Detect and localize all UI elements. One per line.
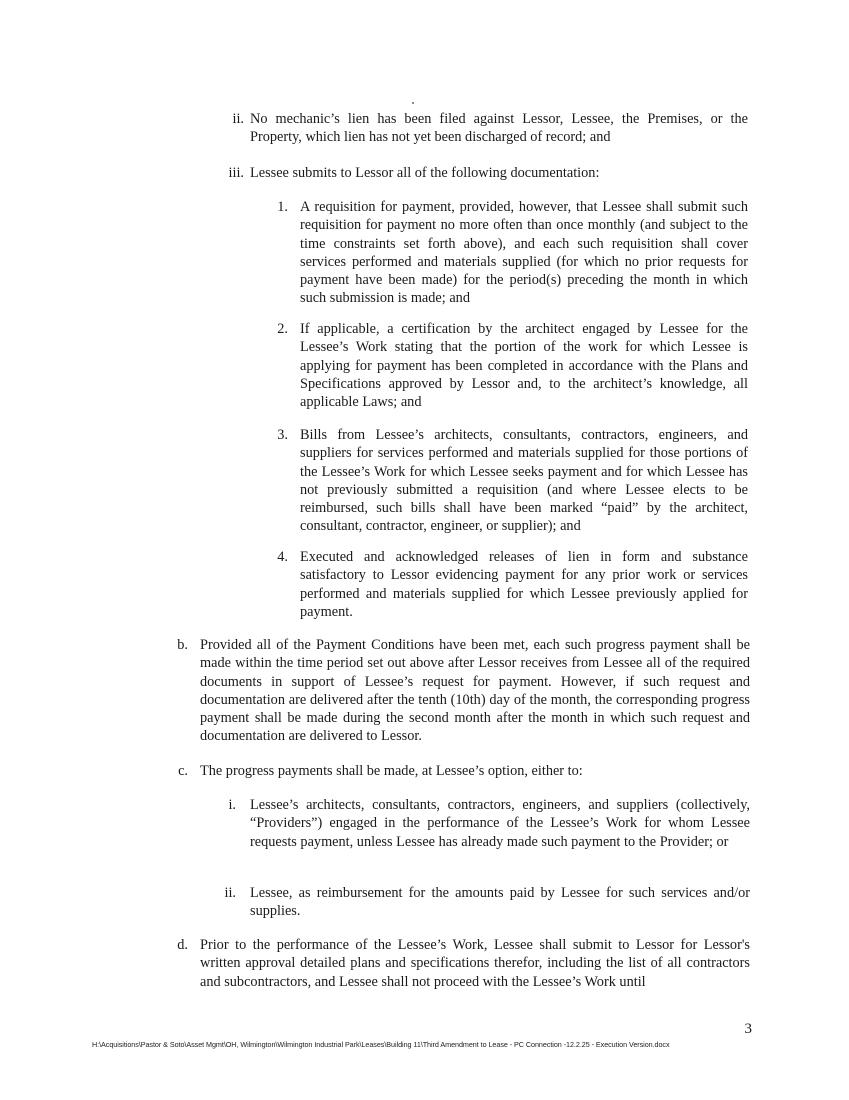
list-marker: iii. [228,165,244,181]
clause-text: Bills from Lessee’s architects, consultants, contractors, engineers, and suppliers for services performed and materials supplied for those portions of the Lessee’s Work for which Lessee seeks payment and for which Lessee has not previously submitted a requisition (and where Lessee elects to be reimbursed, such bills shall have been marked “paid” by the architect, consultant, contractor, engineer, or supplier); and [300,427,748,535]
list-marker: 1. [277,199,288,215]
list-marker: 3. [277,427,288,443]
clause-a-iii-2 [268,320,748,411]
list-marker: c. [178,763,188,779]
list-marker: 4. [277,549,288,565]
page-number: 3 [744,1021,752,1037]
list-marker: ii. [224,885,236,901]
clause-b [160,636,750,746]
clause-a-iii [216,164,748,182]
clause-text: If applicable, a certification by the architect engaged by Lessee for the Lessee’s Work stating that the portion of the work for which Lessee is applying for payment has been completed in accordance with the Plans and Specifications approved by Lessor and, to the architect’s knowledge, all applicable Laws; and [300,321,748,411]
clause-text: A requisition for payment, provided, however, that Lessee shall submit such requisition for payment no more often than once monthly (and subject to the time constraints set forth above), and each such requisition shall cover services performed and materials supplied (for which no prior requests for payment have been made) for the period(s) preceding the month in which such submission is made; and [300,199,748,307]
clause-text: Prior to the performance of the Lessee’s Work, Lessee shall submit to Lessor for Lessor's written approval detailed plans and specifications therefor, including the list of all contractors and subcontractors, and Lessee shall not proceed with the Lessee’s Work until [200,937,750,990]
footer-file-path: H:\Acquisitions\Pastor & Soto\Asset Mgmt\OH, Wilmington\Wilmington Industrial Park\Leases\Building 11\Third Amendment to Lease - PC Connection -12.2.25 - Execution Version.docx [92,1040,670,1049]
clause-a-iii-3 [268,426,748,536]
clause-text: Provided all of the Payment Conditions have been met, each such progress payment shall be made within the time period set out above after Lessor receives from Lessee all of the required documents in support of Lessee’s request for payment. However, if such request and documentation are delivered after the tenth (10th) day of the month, the corresponding progress payment shall be made during the second month after the month in which such request and documentation are delivered to Lessor. [200,637,750,745]
clause-text: Lessee submits to Lessor all of the following documentation: [250,165,600,181]
list-marker: d. [177,937,188,953]
list-marker: 2. [277,321,288,337]
clause-text: Lessee, as reimbursement for the amounts paid by Lessee for such services and/or supplies. [250,885,750,920]
clause-text: Executed and acknowledged releases of lien in form and substance satisfactory to Lessor evidencing payment for any prior work or services performed and materials supplied for which Lessee previously applied for payment. [300,549,748,620]
clause-c [160,762,750,780]
clause-text: Lessee’s architects, consultants, contractors, engineers, and suppliers (collectively, “Providers”) engaged in the performance of the Lessee’s Work for whom Lessee requests payment, unless Lessee has already made such payment to the Provider; or [250,797,750,850]
scan-speck [412,102,414,104]
list-marker: ii. [232,111,244,127]
clause-text: The progress payments shall be made, at Lessee’s option, either to: [200,763,583,779]
list-marker: i. [228,797,236,813]
clause-a-ii [222,110,748,147]
list-marker: b. [177,637,188,653]
clause-a-iii-4 [268,548,748,621]
clause-d [160,936,750,991]
clause-a-iii-1 [268,198,748,308]
clause-c-ii [212,884,750,921]
clause-c-i [212,796,750,851]
clause-text: No mechanic’s lien has been filed against Lessor, Lessee, the Premises, or the Property, which lien has not yet been discharged of record; and [250,111,748,146]
